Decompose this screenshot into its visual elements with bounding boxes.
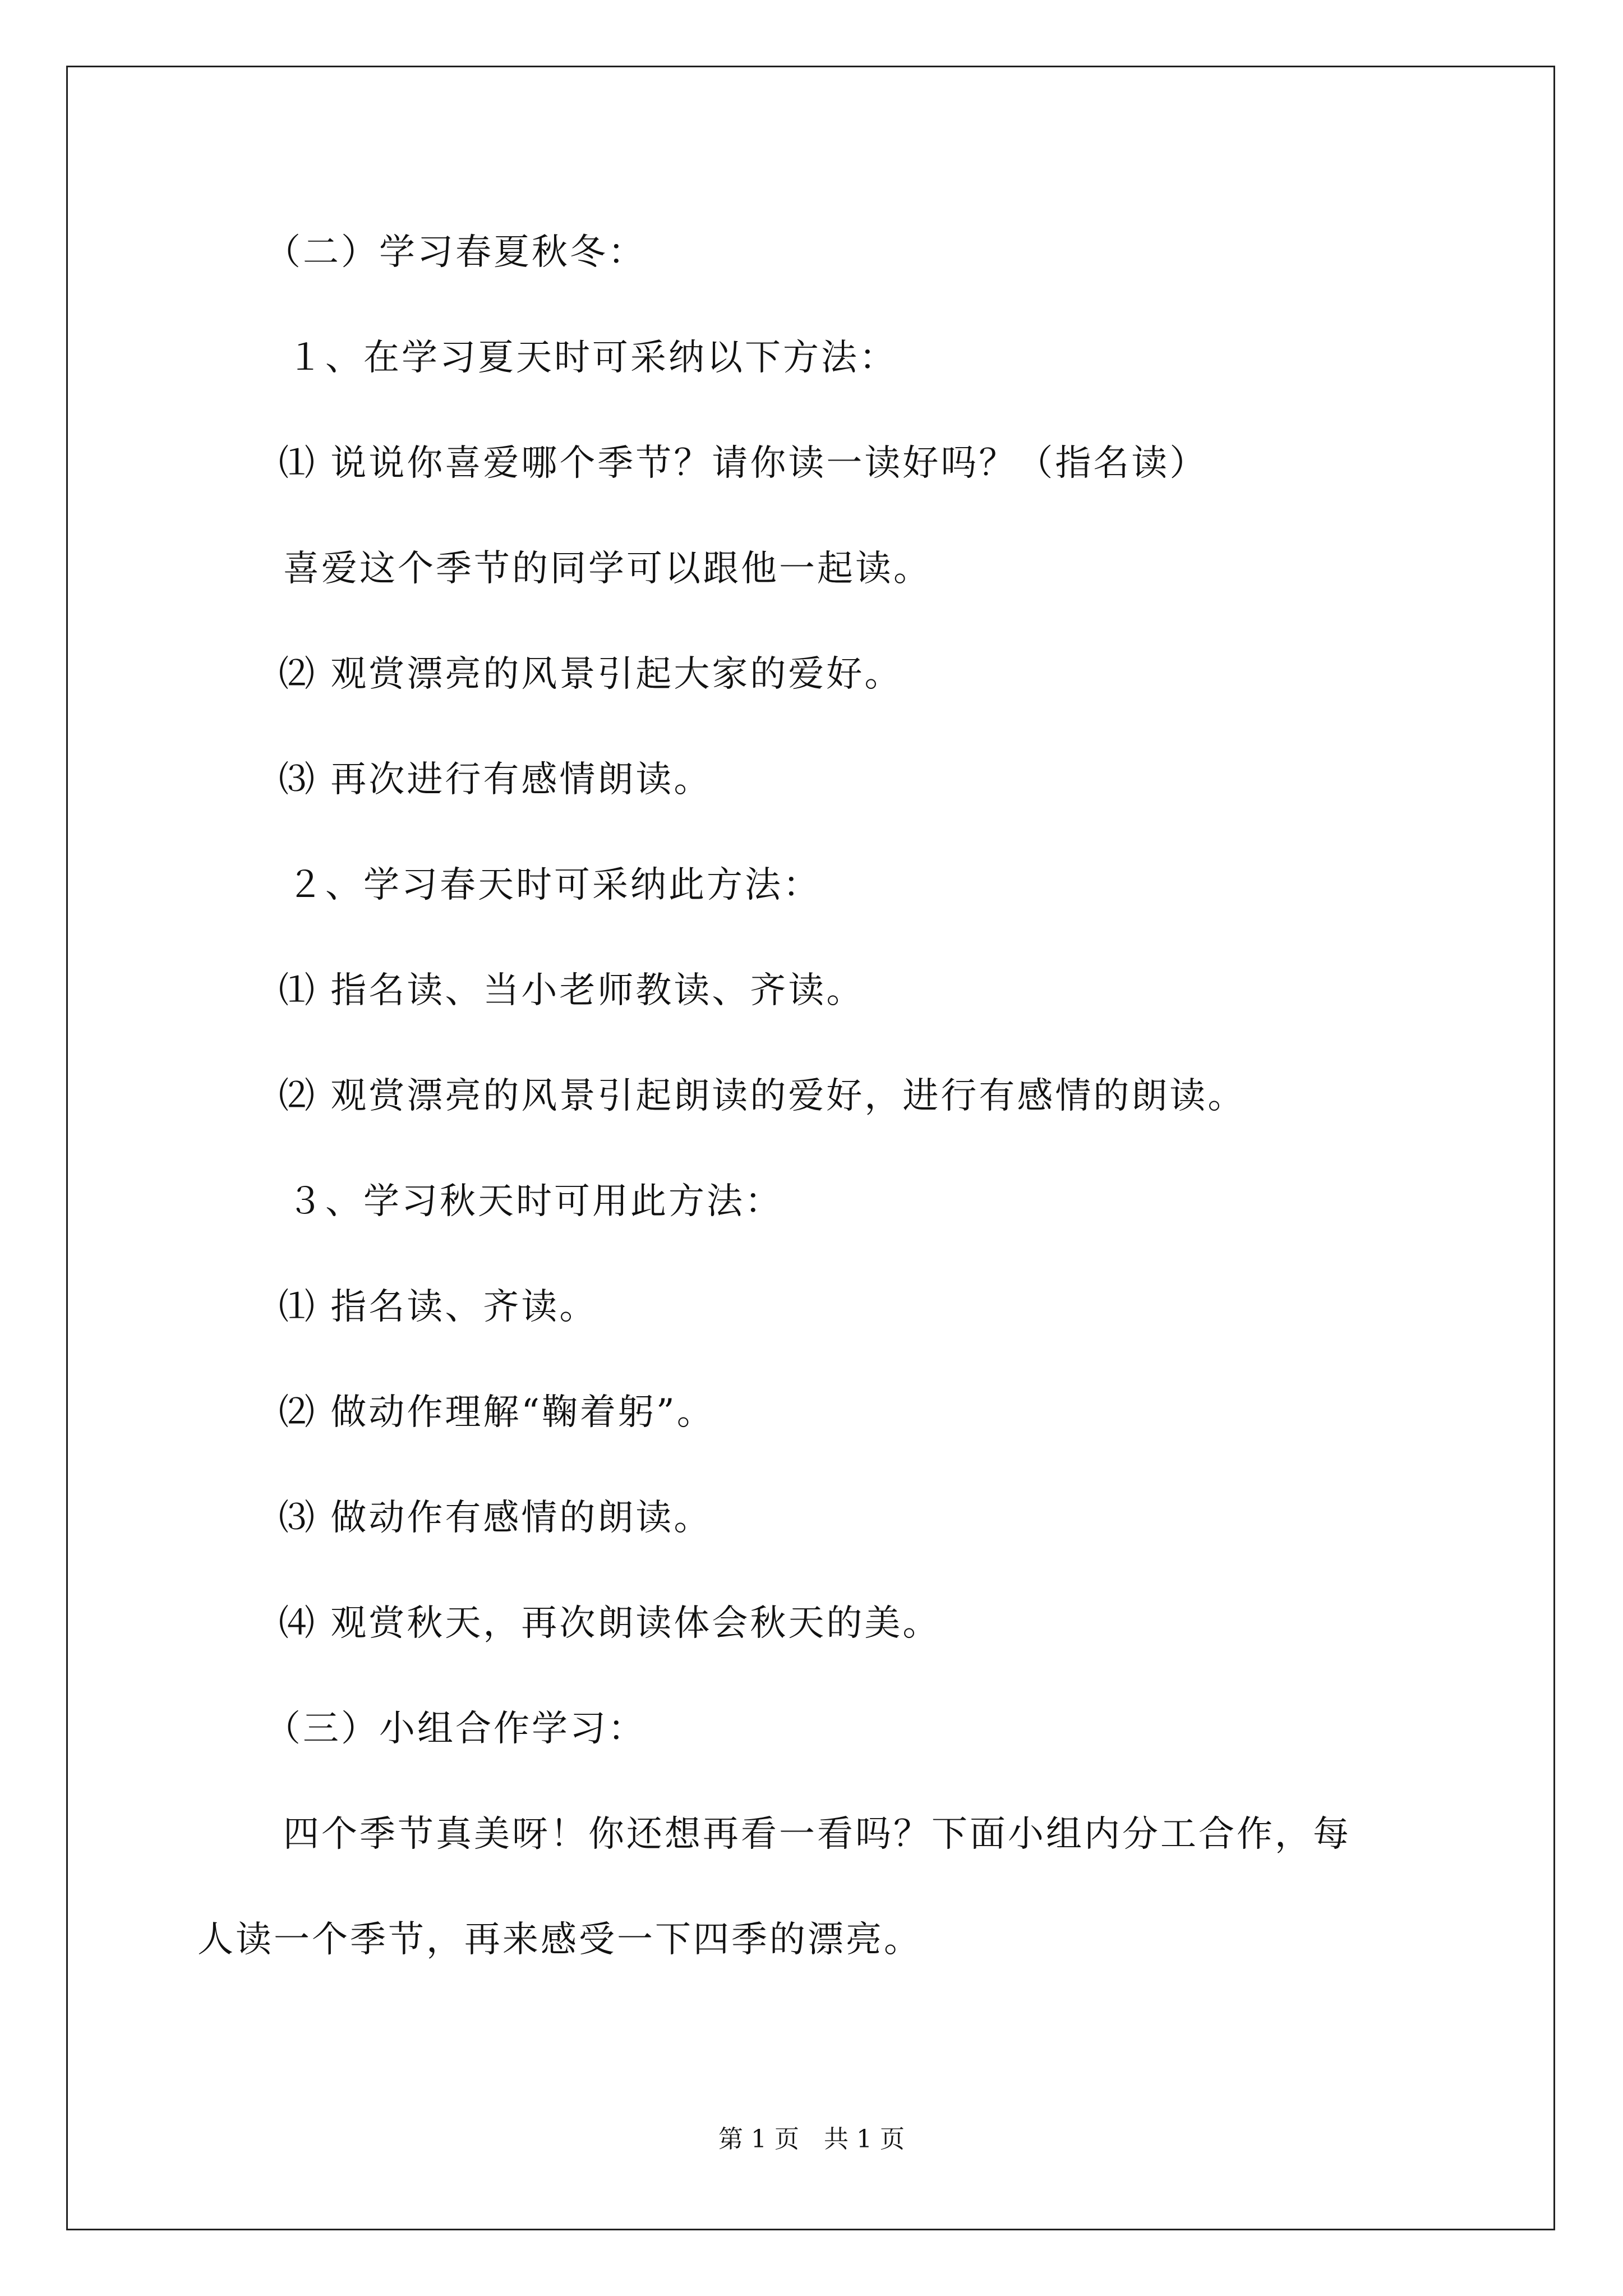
section-heading-3: （三）小组合作学习： xyxy=(265,1708,646,1750)
item-heading-2: ２、学习春天时可采纳此方法： xyxy=(287,864,821,906)
list-item: ⑴ 指名读、齐读。 xyxy=(279,1286,598,1328)
list-item: ⑶ 做动作有感情的朗读。 xyxy=(279,1497,712,1539)
paragraph-line: 喜爱这个季节的同学可以跟他一起读。 xyxy=(283,548,932,590)
page-number-footer: 第 1 页 共 1 页 xyxy=(718,2125,905,2154)
list-item: ⑷ 观赏秋天，再次朗读体会秋天的美。 xyxy=(279,1603,941,1644)
section-heading-2: （二）学习春夏秋冬： xyxy=(265,232,646,273)
list-item: ⑵ 观赏漂亮的风景引起朗读的爱好，进行有感情的朗读。 xyxy=(279,1075,1246,1117)
list-item: ⑴ 指名读、当小老师教读、齐读。 xyxy=(279,970,865,1011)
item-heading-3: ３、学习秋天时可用此方法： xyxy=(287,1181,783,1222)
list-item: ⑵ 做动作理解“鞠着躬”。 xyxy=(279,1392,715,1433)
paragraph-line: 四个季节真美呀！你还想再看一看吗？下面小组内分工合作，每 xyxy=(283,1814,1351,1855)
page-border xyxy=(66,66,1555,2230)
paragraph-line: 人读一个季节，再来感受一下四季的漂亮。 xyxy=(197,1919,922,1961)
list-item: ⑴ 说说你喜爱哪个季节？请你读一读好吗？（指名读） xyxy=(279,443,1208,484)
list-item: ⑶ 再次进行有感情朗读。 xyxy=(279,759,712,800)
item-heading-1: １、在学习夏天时可采纳以下方法： xyxy=(287,337,897,379)
list-item: ⑵ 观赏漂亮的风景引起大家的爱好。 xyxy=(279,654,903,695)
